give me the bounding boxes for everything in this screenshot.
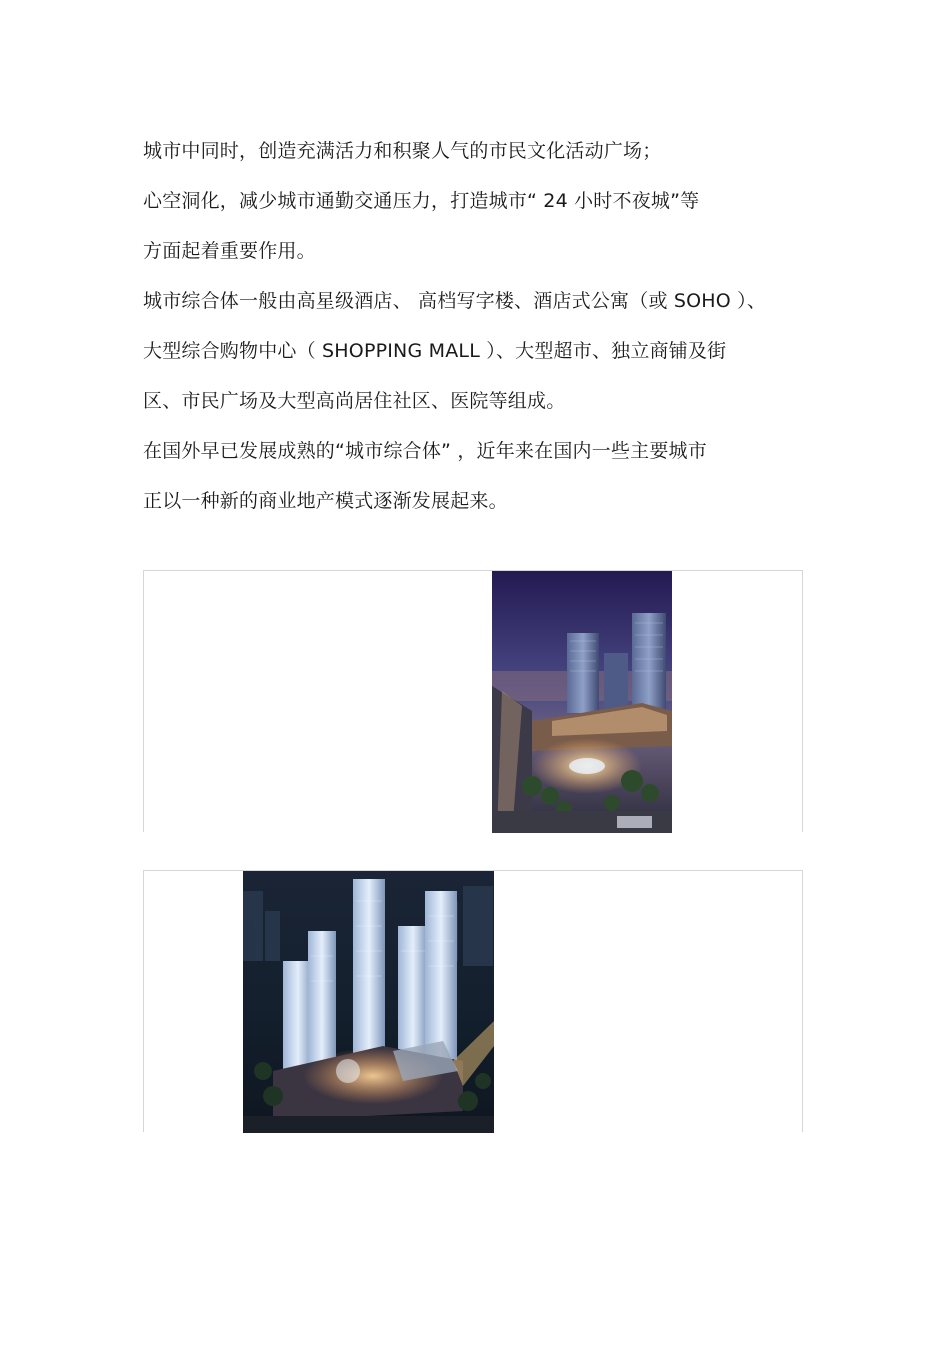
text-line-1: 城市中同时，创造充满活力和积聚人气的市民文化活动广场； (143, 140, 662, 162)
night-rendering-image-1 (492, 571, 672, 833)
text-line-5: 大型综合购物中心（ SHOPPING MALL ）、大型超市、独立商铺及街 (143, 340, 727, 362)
text-line-4: 城市综合体一般由高星级酒店、 高档写字楼、酒店式公寓（或 SOHO ）、 (143, 290, 767, 312)
body-text (143, 126, 813, 526)
text-line-8: 正以一种新的商业地产模式逐渐发展起来。 (143, 490, 508, 512)
text-line-7: 在国外早已发展成熟的“城市综合体” ，近年来在国内一些主要城市 (143, 440, 707, 462)
text-line-3: 方面起着重要作用。 (143, 240, 316, 262)
figure-frame-1 (143, 570, 803, 832)
text-line-6: 区、市民广场及大型高尚居住社区、医院等组成。 (143, 390, 566, 412)
night-rendering-image-2 (243, 871, 494, 1133)
figure-frame-2 (143, 870, 803, 1132)
text-line-2: 心空洞化，减少城市通勤交通压力，打造城市“ 24 小时不夜城”等 (143, 190, 700, 212)
